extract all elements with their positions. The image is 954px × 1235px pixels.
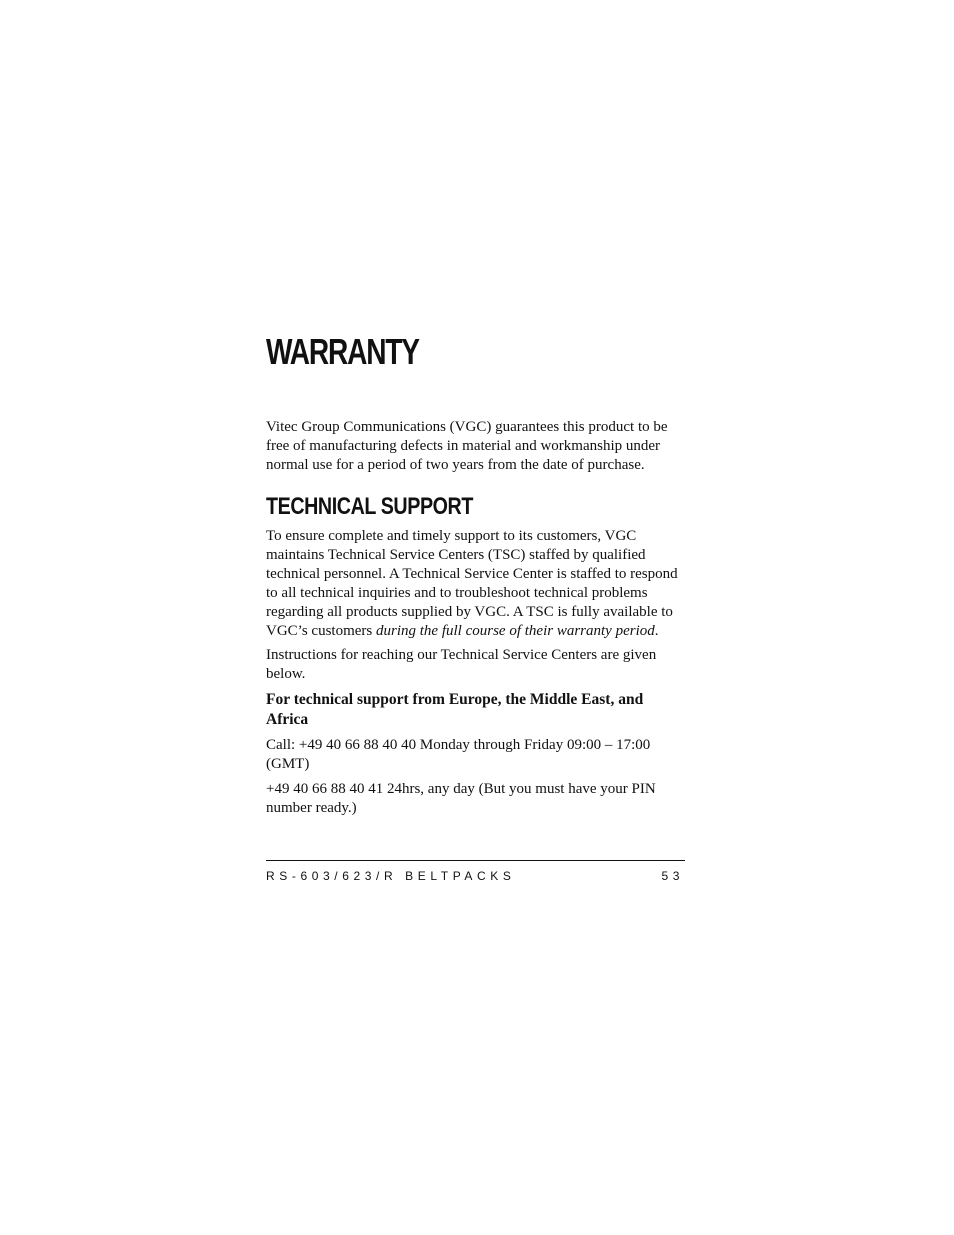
page-number: 53: [661, 869, 684, 883]
instructions-paragraph: Instructions for reaching our Technical Service Centers are given below.: [266, 647, 657, 682]
support-paragraph-text: To ensure complete and timely support to its customers, VGC maintains Technical Service Centers (TSC) staffed by qualified technical personnel. A Technical Service Center is staffed to respond to all technical inquiries and to troubleshoot technical problems regarding all products supplied by VGC. A TSC is fully available to VGC’s customers: [266, 528, 678, 639]
page-title: WARRANTY: [266, 331, 419, 372]
technical-support-heading: TECHNICAL SUPPORT: [266, 493, 473, 520]
support-paragraph-emphasis: during the full course of their warranty period: [376, 623, 655, 639]
call-line-24hrs: +49 40 66 88 40 41 24hrs, any day (But you must have your PIN number ready.): [266, 781, 656, 816]
footer-product-name: RS-603/623/R BELTPACKS: [266, 869, 516, 883]
call-line-weekday: Call: +49 40 66 88 40 40 Monday through Friday 09:00 – 17:00 (GMT): [266, 737, 651, 772]
warranty-paragraph: Vitec Group Communications (VGC) guarantees this product to be free of manufacturing defects in material and workmanship under normal use for a period of two years from the date of purchase.: [266, 419, 668, 473]
support-paragraph-end: .: [654, 623, 659, 639]
footer-divider: [266, 860, 685, 861]
region-heading: For technical support from Europe, the Middle East, and Africa: [266, 691, 644, 728]
technical-support-paragraph: [266, 527, 686, 641]
